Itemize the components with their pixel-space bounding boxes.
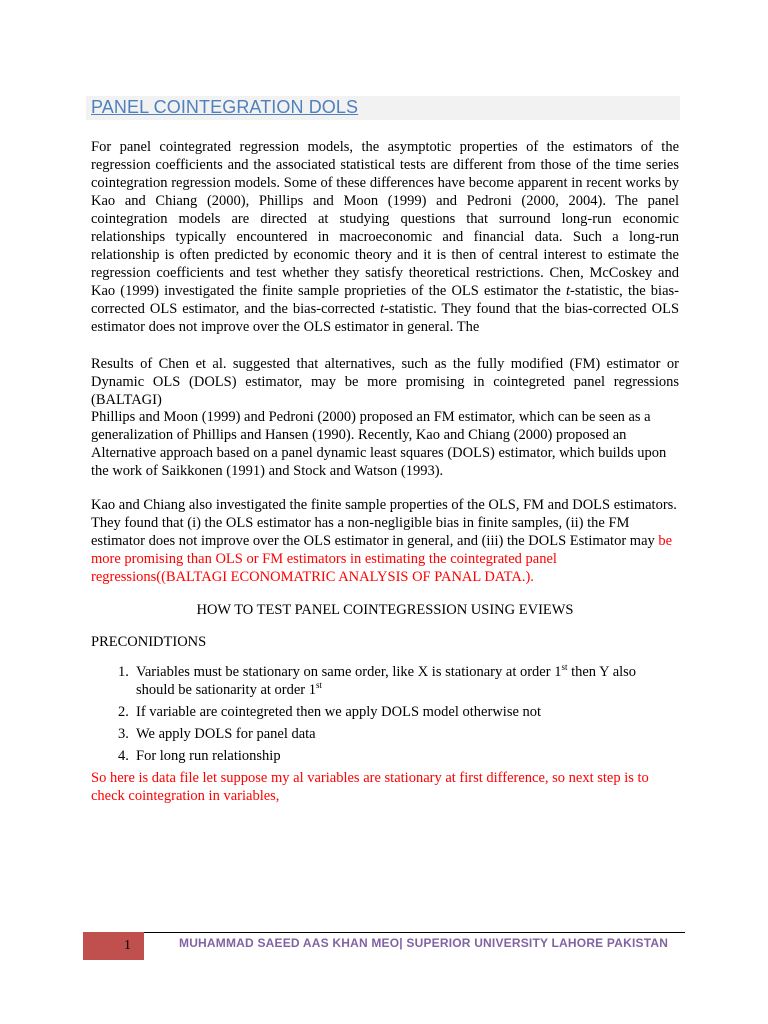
list-number: 4. <box>118 748 129 764</box>
list-number: 2. <box>118 704 129 720</box>
highlighted-conclusion: be more promising than OLS or FM estimators in estimating the cointegrated panel regressions((BALTAGI ECONOMATRIC ANALYSIS OF PANAL DATA.). <box>91 533 673 585</box>
paragraph-kao-chiang-text: Kao and Chiang also investigated the finite sample properties of the OLS, FM and DOLS estimators. They found that (i) the OLS estimator has a non-negligible bias in finite samples, (ii) the FM estimator does not improve over the OLS estimator in general, and (iii) the DOLS Estimator may <box>91 497 677 549</box>
preconditions-list <box>118 663 678 769</box>
subheading-eviews: HOW TO TEST PANEL COINTEGRESSION USING EVIEWS <box>196 602 574 618</box>
paragraph-intro-end: -statistic. They found that the bias-corrected OLS estimator does not improve over the OLS estimator in general. The <box>91 301 680 335</box>
footer-page-box <box>83 932 144 960</box>
section-heading: PANEL COINTEGRATION DOLS <box>91 97 359 117</box>
list-item-text: If variable are cointegreted then we apply DOLS model otherwise not <box>136 704 542 720</box>
italic-t: t <box>566 283 571 299</box>
list-item <box>118 703 678 721</box>
paragraph-intro-text: For panel cointegrated regression models, the asymptotic properties of the estimators of the regression coefficients and the associated statistical tests are different from those of the time series cointegration regression models. Some of these differences have become apparent in recent works by Kao and Chiang (2000), Phillips and Moon (1999) and Pedroni (2000, 2004). The panel cointegration models are directed at studying questions that surround long-run economic relationships typically encountered in macroeconomic and financial data. Such a long-run relationship is often predicted by economic theory and it is then of central interest to estimate the regression coefficients and test whether they satisfy theoretical restrictions. Chen, McCoskey and Kao (1999) investigated the finite sample proprieties of the OLS estimator the <box>91 139 679 299</box>
list-item-text: then Y also should be sationarity at order 1 <box>136 664 637 698</box>
footer-rule <box>83 932 685 933</box>
footer-author: MUHAMMAD SAEED AAS KHAN MEO| SUPERIOR UNIVERSITY LAHORE PAKISTAN <box>179 936 669 950</box>
red-note: So here is data file let suppose my al variables are stationary at first difference, so next step is to check cointegration in variables, <box>91 770 649 804</box>
list-number: 1. <box>118 664 129 680</box>
paragraph-results: Results of Chen et al. suggested that alternatives, such as the fully modified (FM) estimator or Dynamic OLS (DOLS) estimator, may be more promising in cointegreted panel regressions (BALTAGI) <box>91 356 679 408</box>
page-number: 1 <box>124 938 131 953</box>
paragraph-intro-mid: -statistic, the bias-corrected OLS estimator, and the bias-corrected <box>91 283 679 317</box>
list-item-text: We apply DOLS for panel data <box>136 726 316 742</box>
paragraph-intro <box>91 138 679 336</box>
paragraph-kao-chiang <box>91 496 679 586</box>
superscript: st <box>561 662 568 673</box>
superscript: st <box>316 680 323 691</box>
italic-t: t <box>380 301 385 317</box>
list-item <box>118 725 678 743</box>
list-item <box>118 663 678 699</box>
list-item-text: Variables must be stationary on same order, like X is stationary at order 1 <box>136 664 562 680</box>
preconditions-label: PRECONIDTIONS <box>91 634 207 650</box>
paragraph-fm-estimator: Phillips and Moon (1999) and Pedroni (2000) proposed an FM estimator, which can be seen as a generalization of Phillips and Hansen (1990). Recently, Kao and Chiang (2000) proposed an Alternative approach based on a panel dynamic least squares (DOLS) estimator, which builds upon the work of Saikkonen (1991) and Stock and Watson (1993). <box>91 409 667 479</box>
list-item-text: For long run relationship <box>136 748 281 764</box>
list-number: 3. <box>118 726 129 742</box>
list-item <box>118 747 678 765</box>
